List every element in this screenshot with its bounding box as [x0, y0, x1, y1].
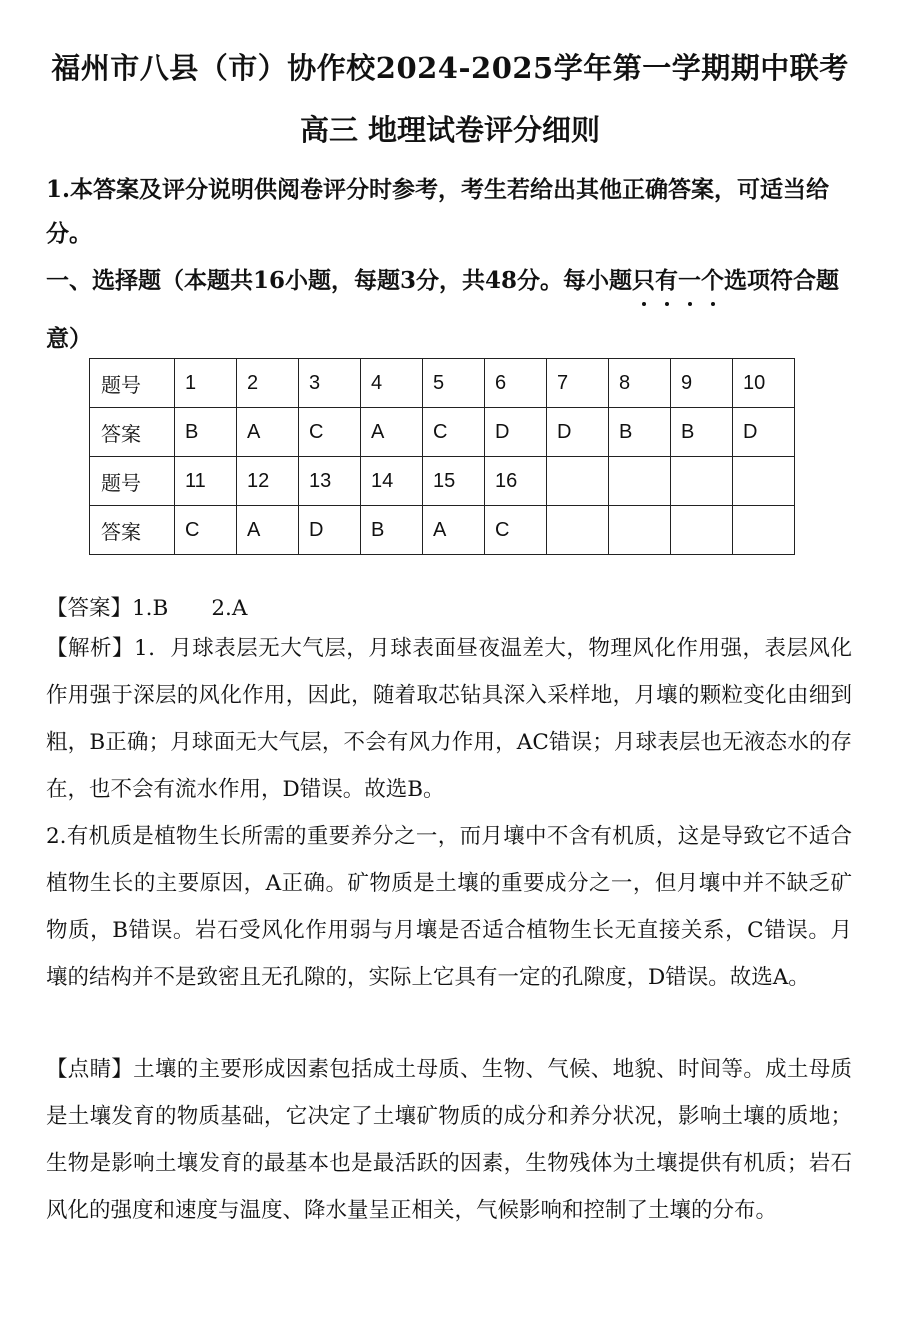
table-cell: A [361, 408, 423, 457]
section-heading-text: 选项符合题意） [46, 267, 840, 352]
table-cell: 15 [423, 457, 485, 506]
table-cell: 8 [609, 359, 671, 408]
table-cell: A [237, 506, 299, 555]
table-cell [547, 457, 609, 506]
table-row [90, 457, 795, 506]
table-cell: B [671, 408, 733, 457]
table-row-label: 答案 [90, 408, 175, 457]
table-cell: 6 [485, 359, 547, 408]
table-cell: B [175, 408, 237, 457]
table-cell: B [361, 506, 423, 555]
table-cell: 13 [299, 457, 361, 506]
explanation-q2: 2.有机质是植物生长所需的重要养分之一，而月壤中不含有机质，这是导致它不适合植物生长的主要原因，A正确。矿物质是土壤的重要成分之一，但月壤中并不缺乏矿物质，B错误。岩石受风化作用弱与月壤是否适合植物生长无直接关系，C错误。月壤的结构并不是致密且无孔隙的，实际上它具有一定的孔隙度，D错误。故选A。 [46, 824, 852, 990]
answer-table [89, 358, 795, 555]
table-cell [733, 506, 795, 555]
table-row [90, 408, 795, 457]
table-cell: D [733, 408, 795, 457]
table-cell [547, 506, 609, 555]
table-cell [609, 506, 671, 555]
table-cell: 16 [485, 457, 547, 506]
table-cell [671, 506, 733, 555]
table-cell: C [175, 506, 237, 555]
table-cell: C [485, 506, 547, 555]
table-cell: 4 [361, 359, 423, 408]
table-row [90, 506, 795, 555]
table-row-label: 答案 [90, 506, 175, 555]
table-cell: 12 [237, 457, 299, 506]
emphasis-char: 只 [632, 252, 655, 310]
table-row-label: 题号 [90, 457, 175, 506]
table-cell: A [423, 506, 485, 555]
table-cell: D [299, 506, 361, 555]
table-cell: 5 [423, 359, 485, 408]
table-cell: D [547, 408, 609, 457]
table-cell [671, 457, 733, 506]
table-cell: 3 [299, 359, 361, 408]
table-cell: 1 [175, 359, 237, 408]
table-cell: C [423, 408, 485, 457]
table-cell: C [299, 408, 361, 457]
document-subtitle: 高三 地理试卷评分细则 [299, 113, 601, 147]
key-point: 【点睛】土壤的主要形成因素包括成土母质、生物、气候、地貌、时间等。成土母质是土壤发育的物质基础，它决定了土壤矿物质的成分和养分状况，影响土壤的质地；生物是影响土壤发育的最基本也是最活跃的因素，生物残体为土壤提供有机质；岩石风化的强度和速度与温度、降水量呈正相关，气候影响和控制了土壤的分布。 [46, 1057, 852, 1223]
table-cell: D [485, 408, 547, 457]
explanation-q1: 【解析】1．月球表层无大气层，月球表面昼夜温差大，物理风化作用强，表层风化作用强于深层的风化作用，因此，随着取芯钻具深入采样地，月壤的颗粒变化由细到粗，B正确；月球面无大气层，不会有风力作用，AC错误；月球表层也无液态水的存在，也不会有流水作用，D错误。故选B。 [46, 636, 852, 802]
table-row [90, 359, 795, 408]
table-cell: B [609, 408, 671, 457]
scoring-note: 1.本答案及评分说明供阅卷评分时参考，考生若给出其他正确答案，可适当给分。 [46, 176, 830, 247]
table-cell: 2 [237, 359, 299, 408]
table-cell: 11 [175, 457, 237, 506]
table-cell [733, 457, 795, 506]
table-cell: 7 [547, 359, 609, 408]
emphasis-char: 有 [655, 252, 678, 310]
table-cell: 14 [361, 457, 423, 506]
table-row-label: 题号 [90, 359, 175, 408]
table-cell: 10 [733, 359, 795, 408]
section-heading-multiple-choice [46, 252, 856, 368]
emphasis-char: 个 [701, 252, 724, 310]
table-cell: A [237, 408, 299, 457]
answer-line: 【答案】1.B 2.A [46, 596, 248, 621]
table-cell [609, 457, 671, 506]
emphasis-char: 一 [678, 252, 701, 310]
section-heading-text: 一、选择题（本题共16小题，每题3分，共48分。每小题 [46, 267, 633, 294]
table-cell: 9 [671, 359, 733, 408]
document-title: 福州市八县（市）协作校2024-2025学年第一学期期中联考 [51, 51, 849, 85]
